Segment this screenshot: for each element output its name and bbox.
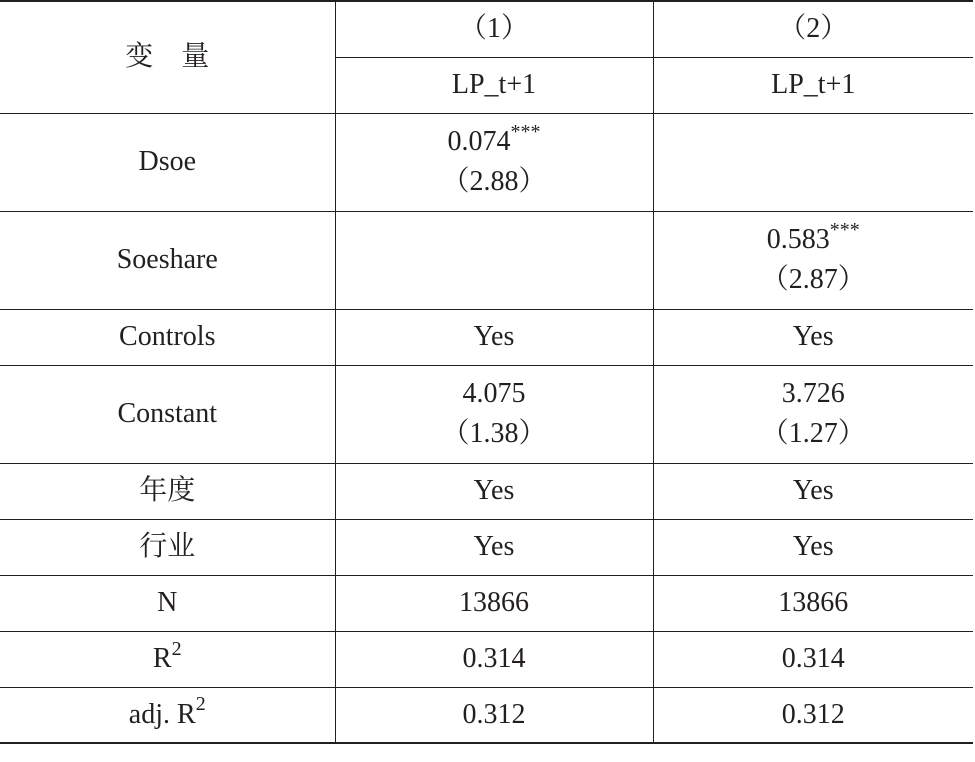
col2-dependent: LP_t+1 [653, 57, 973, 113]
dsoe-col1-cell [335, 113, 653, 211]
adj-r2-label-text: adj. R [128, 698, 196, 730]
row-label-adj-r2 [0, 687, 335, 743]
constant-col2-coef: 3.726 [781, 378, 845, 409]
row-label-r2 [0, 631, 335, 687]
soeshare-col2-cell [653, 211, 973, 309]
constant-col1-cell [335, 365, 653, 463]
adj-r2-label-sup: 2 [195, 693, 206, 716]
n-col1: 13866 [335, 575, 653, 631]
soeshare-col2-tstat: （2.87） [760, 264, 866, 295]
row-soeshare [0, 211, 973, 309]
dsoe-col1-coef-line [336, 122, 653, 162]
variable-header-label: 变 量 [125, 41, 210, 73]
row-label-controls: Controls [0, 309, 335, 365]
r2-col2: 0.314 [653, 631, 973, 687]
dsoe-col1-stars: *** [510, 120, 541, 143]
controls-col2: Yes [653, 309, 973, 365]
soeshare-col1-cell [335, 211, 653, 309]
header-row-numbers [0, 1, 973, 57]
row-label-year: 年度 [0, 463, 335, 519]
row-label-dsoe: Dsoe [0, 113, 335, 211]
year-col2: Yes [653, 463, 973, 519]
row-label-soeshare: Soeshare [0, 211, 335, 309]
row-industry [0, 519, 973, 575]
soeshare-col2-coef-line [654, 220, 974, 260]
variable-header [0, 1, 335, 113]
industry-col2: Yes [653, 519, 973, 575]
row-r2 [0, 631, 973, 687]
soeshare-col2-coef: 0.583 [766, 224, 830, 255]
col2-number: （2） [653, 1, 973, 57]
dsoe-col1-coef: 0.074 [447, 126, 511, 157]
r2-label-text: R [152, 643, 172, 674]
adj-r2-col2: 0.312 [653, 687, 973, 743]
constant-col1-coef: 4.075 [462, 378, 526, 409]
row-n [0, 575, 973, 631]
soeshare-col2-stars: *** [829, 218, 860, 241]
adj-r2-col1: 0.312 [335, 687, 653, 743]
row-label-industry: 行业 [0, 519, 335, 575]
col1-number: （1） [335, 1, 653, 57]
row-label-n: N [0, 575, 335, 631]
row-dsoe [0, 113, 973, 211]
constant-col2-cell [653, 365, 973, 463]
row-controls [0, 309, 973, 365]
row-constant [0, 365, 973, 463]
constant-col1-tstat: （1.38） [441, 418, 547, 449]
dsoe-col1-tstat: （2.88） [441, 166, 547, 197]
constant-col2-tstat: （1.27） [760, 418, 866, 449]
controls-col1: Yes [335, 309, 653, 365]
r2-label-sup: 2 [171, 637, 182, 660]
row-label-constant: Constant [0, 365, 335, 463]
row-year [0, 463, 973, 519]
row-adj-r2 [0, 687, 973, 743]
col1-dependent: LP_t+1 [335, 57, 653, 113]
industry-col1: Yes [335, 519, 653, 575]
n-col2: 13866 [653, 575, 973, 631]
r2-col1: 0.314 [335, 631, 653, 687]
year-col1: Yes [335, 463, 653, 519]
dsoe-col2-cell [653, 113, 973, 211]
